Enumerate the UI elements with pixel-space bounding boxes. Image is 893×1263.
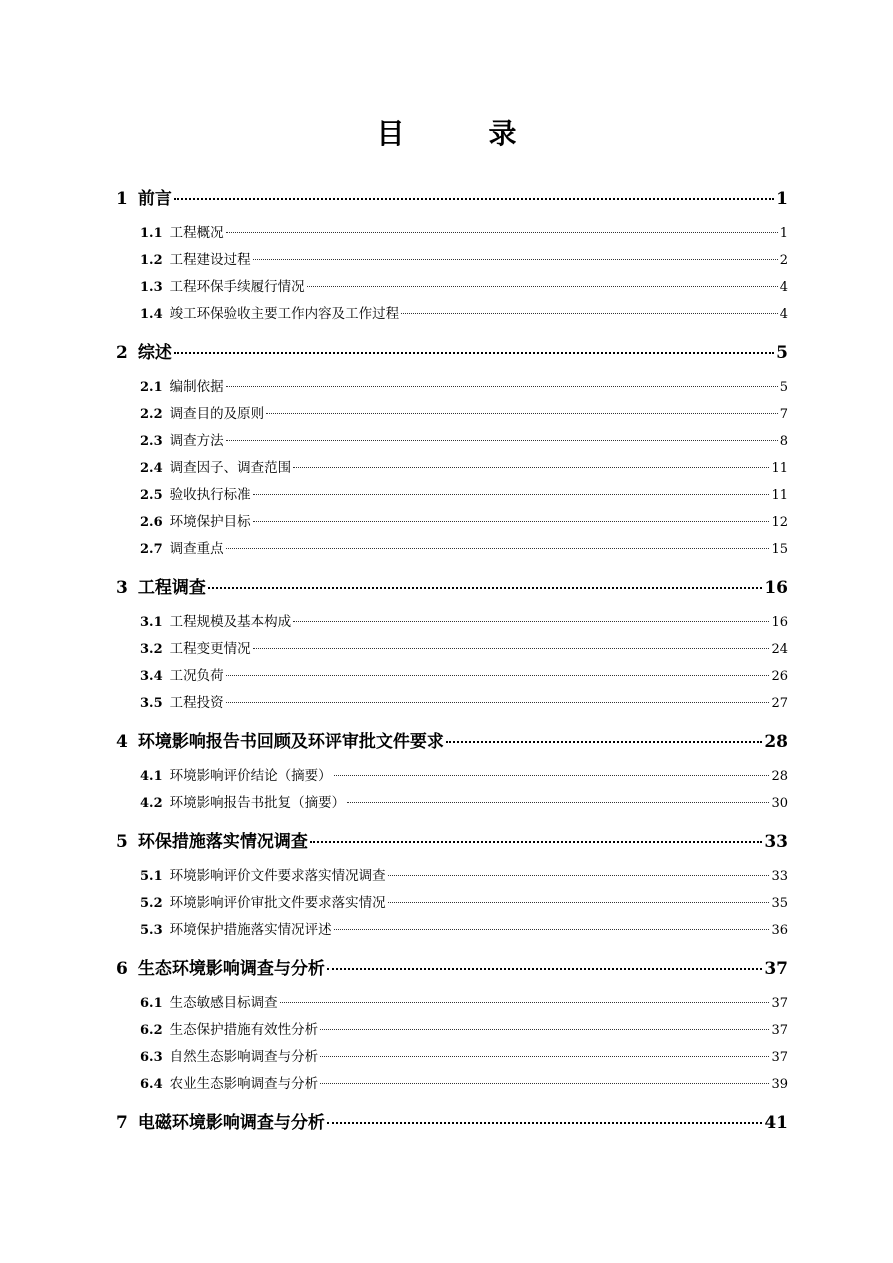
toc-section-6-1[interactable] — [116, 990, 788, 1017]
dot-leader — [320, 1028, 769, 1030]
entry-title: 农业生态影响调查与分析 — [169, 1076, 319, 1092]
entry-title: 前言 — [137, 189, 172, 209]
entry-title: 生态保护措施有效性分析 — [169, 1022, 319, 1038]
dot-leader — [446, 740, 762, 743]
entry-page-number: 28 — [771, 769, 788, 784]
entry-title: 环境影响评价审批文件要求落实情况 — [169, 895, 386, 911]
entry-title: 电磁环境影响调查与分析 — [137, 1113, 325, 1133]
entry-page-number: 37 — [771, 1050, 788, 1065]
toc-chapter-6[interactable] — [116, 952, 788, 986]
entry-page-number: 27 — [771, 696, 788, 711]
toc-section-2-5[interactable] — [116, 482, 788, 509]
entry-title: 工况负荷 — [169, 668, 224, 684]
entry-number: 1.3 — [140, 280, 163, 295]
dot-leader — [388, 874, 770, 876]
toc-section-2-3[interactable] — [116, 428, 788, 455]
toc-section-2-2[interactable] — [116, 401, 788, 428]
dot-leader — [174, 197, 774, 200]
entry-page-number: 36 — [771, 923, 788, 938]
toc-chapter-4[interactable] — [116, 725, 788, 759]
entry-page-number: 1 — [776, 189, 788, 209]
entry-number: 1 — [116, 189, 128, 209]
toc-section-1-2[interactable] — [116, 247, 788, 274]
entry-title: 工程概况 — [169, 225, 224, 241]
entry-number: 6.2 — [140, 1023, 163, 1038]
toc-section-1-3[interactable] — [116, 274, 788, 301]
dot-leader — [266, 412, 778, 414]
entry-page-number: 37 — [771, 1023, 788, 1038]
entry-number: 2.4 — [140, 461, 163, 476]
dot-leader — [174, 351, 774, 354]
entry-title: 生态环境影响调查与分析 — [137, 959, 325, 979]
entry-title: 工程规模及基本构成 — [169, 614, 292, 630]
entry-number: 2.2 — [140, 407, 163, 422]
entry-title: 工程调查 — [137, 578, 206, 598]
dot-leader — [320, 1055, 769, 1057]
entry-number: 4.2 — [140, 796, 163, 811]
entry-number: 3.1 — [140, 615, 163, 630]
entry-title: 编制依据 — [169, 379, 224, 395]
entry-title: 环境影响评价结论（摘要） — [169, 768, 332, 784]
entry-page-number: 15 — [771, 542, 788, 557]
entry-page-number: 26 — [771, 669, 788, 684]
entry-title: 环境保护目标 — [169, 514, 251, 530]
entry-page-number: 12 — [771, 515, 788, 530]
table-of-contents — [116, 180, 788, 1144]
entry-number: 6.3 — [140, 1050, 163, 1065]
entry-number: 5.2 — [140, 896, 163, 911]
dot-leader — [347, 801, 769, 803]
toc-chapter-3[interactable] — [116, 571, 788, 605]
entry-page-number: 4 — [779, 280, 788, 295]
toc-section-4-1[interactable] — [116, 763, 788, 790]
dot-leader — [388, 901, 770, 903]
dot-leader — [226, 674, 770, 676]
dot-leader — [334, 928, 770, 930]
entry-number: 2.5 — [140, 488, 163, 503]
entry-title: 工程投资 — [169, 695, 224, 711]
entry-title: 环境影响评价文件要求落实情况调查 — [169, 868, 386, 884]
entry-page-number: 35 — [771, 896, 788, 911]
entry-title: 调查重点 — [169, 541, 224, 557]
entry-page-number: 11 — [771, 488, 788, 503]
dot-leader — [320, 1082, 769, 1084]
toc-section-6-4[interactable] — [116, 1071, 788, 1098]
entry-title: 调查方法 — [169, 433, 224, 449]
entry-title: 环境保护措施落实情况评述 — [169, 922, 332, 938]
dot-leader — [327, 1121, 762, 1124]
entry-number: 4.1 — [140, 769, 163, 784]
entry-title: 调查因子、调查范围 — [169, 460, 292, 476]
toc-chapter-7[interactable] — [116, 1106, 788, 1140]
dot-leader — [226, 547, 770, 549]
entry-title: 环境影响报告书回顾及环评审批文件要求 — [137, 732, 444, 752]
dot-leader — [310, 840, 762, 843]
entry-number: 6 — [116, 959, 128, 979]
entry-page-number: 1 — [779, 226, 788, 241]
dot-leader — [253, 493, 770, 495]
entry-number: 5.3 — [140, 923, 163, 938]
toc-section-1-4[interactable] — [116, 301, 788, 328]
dot-leader — [293, 466, 769, 468]
entry-number: 2.6 — [140, 515, 163, 530]
dot-leader — [280, 1001, 770, 1003]
dot-leader — [226, 701, 770, 703]
entry-number: 5 — [116, 832, 128, 852]
entry-title: 综述 — [137, 343, 172, 363]
entry-title: 工程变更情况 — [169, 641, 251, 657]
entry-page-number: 41 — [764, 1113, 788, 1133]
entry-page-number: 33 — [771, 869, 788, 884]
toc-section-3-2[interactable] — [116, 636, 788, 663]
entry-page-number: 4 — [779, 307, 788, 322]
toc-section-2-4[interactable] — [116, 455, 788, 482]
entry-page-number: 5 — [776, 343, 788, 363]
entry-page-number: 16 — [764, 578, 788, 598]
dot-leader — [226, 385, 778, 387]
entry-number: 7 — [116, 1113, 128, 1133]
toc-chapter-2[interactable] — [116, 336, 788, 370]
toc-section-2-6[interactable] — [116, 509, 788, 536]
toc-section-3-1[interactable] — [116, 609, 788, 636]
toc-section-5-3[interactable] — [116, 917, 788, 944]
entry-page-number: 16 — [771, 615, 788, 630]
entry-number: 5.1 — [140, 869, 163, 884]
dot-leader — [253, 520, 770, 522]
entry-number: 6.4 — [140, 1077, 163, 1092]
entry-number: 1.1 — [140, 226, 163, 241]
entry-number: 1.4 — [140, 307, 163, 322]
entry-title: 环境影响报告书批复（摘要） — [169, 795, 346, 811]
entry-page-number: 2 — [779, 253, 788, 268]
entry-title: 环保措施落实情况调查 — [137, 832, 308, 852]
entry-number: 2.7 — [140, 542, 163, 557]
toc-section-2-1[interactable] — [116, 374, 788, 401]
entry-title: 调查目的及原则 — [169, 406, 265, 422]
entry-title: 验收执行标准 — [169, 487, 251, 503]
toc-section-3-5[interactable] — [116, 690, 788, 717]
entry-number: 1.2 — [140, 253, 163, 268]
entry-title: 生态敏感目标调查 — [169, 995, 278, 1011]
toc-title: 目 录 — [376, 117, 545, 150]
entry-page-number: 30 — [771, 796, 788, 811]
toc-section-6-3[interactable] — [116, 1044, 788, 1071]
entry-number: 2 — [116, 343, 128, 363]
dot-leader — [327, 967, 762, 970]
entry-page-number: 5 — [779, 380, 788, 395]
toc-section-1-1[interactable] — [116, 220, 788, 247]
entry-page-number: 24 — [771, 642, 788, 657]
entry-title: 工程环保手续履行情况 — [169, 279, 305, 295]
entry-number: 3.2 — [140, 642, 163, 657]
dot-leader — [307, 285, 778, 287]
entry-title: 工程建设过程 — [169, 252, 251, 268]
entry-number: 3.4 — [140, 669, 163, 684]
entry-page-number: 37 — [771, 996, 788, 1011]
dot-leader — [334, 774, 770, 776]
toc-section-5-1[interactable] — [116, 863, 788, 890]
dot-leader — [253, 647, 770, 649]
entry-number: 4 — [116, 732, 128, 752]
entry-page-number: 39 — [771, 1077, 788, 1092]
dot-leader — [293, 620, 769, 622]
entry-title: 自然生态影响调查与分析 — [169, 1049, 319, 1065]
entry-number: 2.1 — [140, 380, 163, 395]
dot-leader — [226, 439, 778, 441]
entry-page-number: 7 — [779, 407, 788, 422]
entry-page-number: 28 — [764, 732, 788, 752]
toc-section-4-2[interactable] — [116, 790, 788, 817]
dot-leader — [226, 231, 778, 233]
toc-section-6-2[interactable] — [116, 1017, 788, 1044]
entry-page-number: 33 — [764, 832, 788, 852]
entry-number: 2.3 — [140, 434, 163, 449]
entry-page-number: 37 — [764, 959, 788, 979]
toc-chapter-1[interactable] — [116, 182, 788, 216]
toc-section-5-2[interactable] — [116, 890, 788, 917]
entry-title: 竣工环保验收主要工作内容及工作过程 — [169, 306, 400, 322]
entry-page-number: 8 — [779, 434, 788, 449]
dot-leader — [208, 586, 762, 589]
entry-number: 3 — [116, 578, 128, 598]
entry-number: 3.5 — [140, 696, 163, 711]
toc-section-2-7[interactable] — [116, 536, 788, 563]
toc-section-3-4[interactable] — [116, 663, 788, 690]
dot-leader — [401, 312, 778, 314]
entry-number: 6.1 — [140, 996, 163, 1011]
dot-leader — [253, 258, 778, 260]
entry-page-number: 11 — [771, 461, 788, 476]
toc-chapter-5[interactable] — [116, 825, 788, 859]
